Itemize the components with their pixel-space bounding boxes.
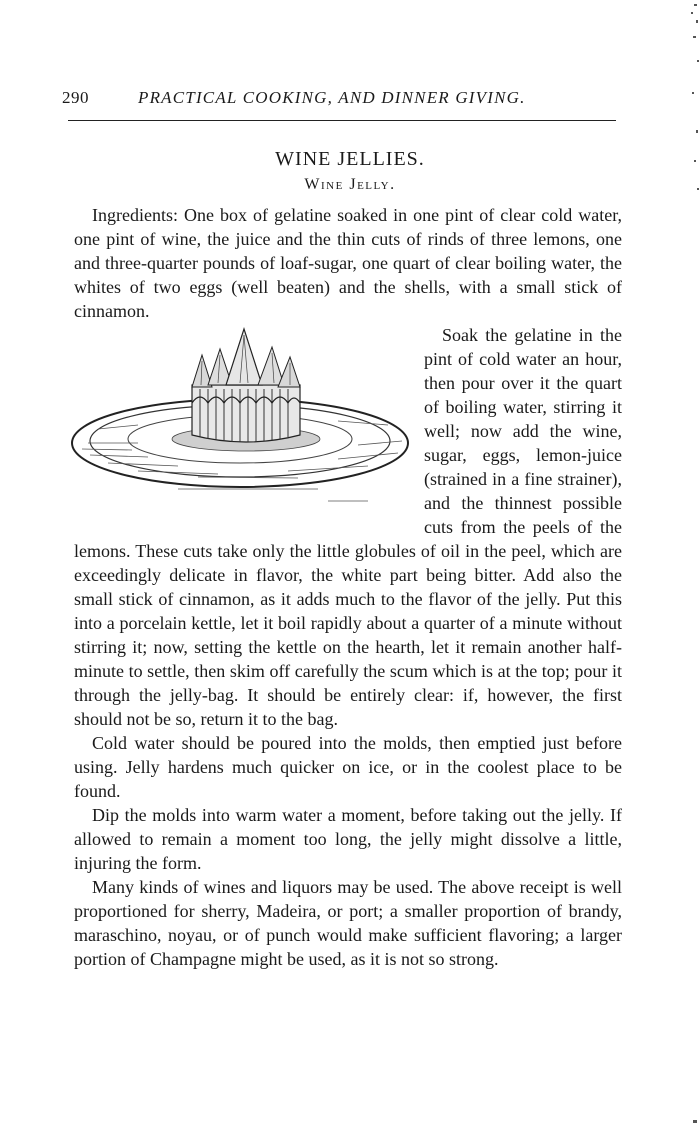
page-edge-marks <box>688 0 700 1138</box>
page-number: 290 <box>62 88 89 107</box>
running-title: PRACTICAL COOKING, AND DINNER GIVING. <box>138 88 526 107</box>
paragraph-unmolding: Dip the molds into warm water a moment, before taking out the jelly. If allowed to remain a moment too long, the jelly might dissolve a little, injuring the form. <box>74 805 622 873</box>
header-rule <box>68 120 616 121</box>
recipe-title: Wine Jelly. <box>304 176 396 193</box>
jelly-mold-illustration <box>68 325 420 513</box>
section-title: WINE JELLIES. <box>275 148 425 170</box>
recipe-body <box>74 203 622 971</box>
paragraph-method: Soak the gelatine in the pint of cold water an hour, then pour over it the quart of boiling water, stirring it well; now add the wine, sugar, eggs, lemon-juice (strained in a fine strainer), and the thinnest possible cuts from the peels of the lemons. These cuts take only the little globules of oil in the peel, which are exceedingly delicate in flavor, the white part being bitter. Add also the small stick of cinnamon, as it adds much to the flavor of the jelly. Put this into a porcelain kettle, let it boil rapidly about a quarter of a minute without stirring it; now, setting the kettle on the hearth, let it remain another half-minute to settle, then skim off carefully the scum which is at the top; pour it through the jelly-bag. It should be entirely clear: if, however, the first should not be so, return it to the bag. <box>74 325 622 729</box>
paragraph-ingredients: Ingredients: One box of gelatine soaked in one pint of clear cold water, one pint of wine, the juice and the thin cuts of rinds of three lemons, one and three-quarter pounds of loaf-sugar, one quart of clear boiling water, the whites of two eggs (well beaten) and the shells, with a small stick of cinnamon. <box>74 205 622 321</box>
paragraph-molds: Cold water should be poured into the molds, then emptied just before using. Jelly hardens much quicker on ice, or in the coolest place to be found. <box>74 733 622 801</box>
paragraph-variations: Many kinds of wines and liquors may be used. The above receipt is well proportioned for sherry, Madeira, or port; a smaller proportion of brandy, maraschino, noyau, or of punch would make sufficient flavoring; a larger portion of Champagne might be used, as it is not so strong. <box>74 877 622 969</box>
jelly-mold-icon <box>68 325 420 513</box>
